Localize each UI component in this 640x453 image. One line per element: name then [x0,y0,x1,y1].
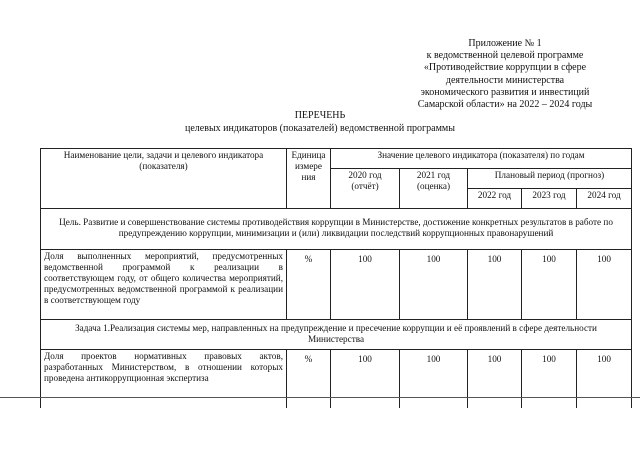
appendix-line: деятельности министерства [445,74,565,86]
value-2024: 100 [577,350,632,410]
appendix-line: Самарской области» на 2022 – 2024 годы [417,99,593,111]
table-row [41,350,632,410]
header-2024: 2024 год [577,189,632,209]
appendix-line: к ведомственной целевой программе [426,50,584,62]
header-name: Наименование цели, задачи и целевого индикатора (показателя) [41,149,287,209]
page-bottom-margin [0,408,640,453]
indicator-name: Доля проектов нормативных правовых актов, разработанных Министерством, в отношении которых проведена антикоррупционная экспертиза [41,350,287,410]
indicator-unit: % [287,250,331,320]
value-2020: 100 [331,350,400,410]
page-cut-line [0,397,640,398]
appendix-line: Приложение № 1 [468,38,542,49]
appendix-line: экономического развития и инвестиций [420,86,590,98]
value-2021: 100 [400,250,468,320]
indicator-name: Доля выполненных мероприятий, предусмотренных ведомственной программой к реализации в соответствующем году, от общего количества мероприятий, предусмотренных ведомственной программой к реализации в соответствующем году [41,250,287,320]
value-2021: 100 [400,350,468,410]
value-2022: 100 [468,250,522,320]
value-2020: 100 [331,250,400,320]
title-sub: целевых индикаторов (показателей) ведомственной программы [185,122,455,134]
appendix-line: «Противодействие коррупции в сфере [423,62,587,74]
header-unit: Единица измере ния [287,149,331,209]
header-value-group: Значение целевого индикатора (показателя) по годам [331,149,632,169]
header-2021: 2021 год (оценка) [400,169,468,209]
header-2022: 2022 год [468,189,522,209]
header-2020: 2020 год (отчёт) [331,169,400,209]
table-row [41,250,632,320]
value-2023: 100 [522,250,577,320]
document-title [0,110,640,135]
indicators-table [40,148,632,410]
value-2023: 100 [522,350,577,410]
header-plan-period: Плановый период (прогноз) [468,169,632,189]
indicator-unit: % [287,350,331,410]
title-main: ПЕРЕЧЕНЬ [294,110,346,121]
appendix-block [405,38,605,111]
value-2024: 100 [577,250,632,320]
goal-row: Цель. Развитие и совершенствование системы противодействия коррупции в Министерстве, достижение конкретных результатов в работе по предупреждению коррупции, минимизации и (или) ликвидации последствий коррупционных правонарушений [41,209,632,250]
header-2023: 2023 год [522,189,577,209]
task-row: Задача 1.Реализация системы мер, направленных на предупреждение и пресечение коррупции и её проявлений в сфере деятельности Министерства [41,320,632,350]
value-2022: 100 [468,350,522,410]
